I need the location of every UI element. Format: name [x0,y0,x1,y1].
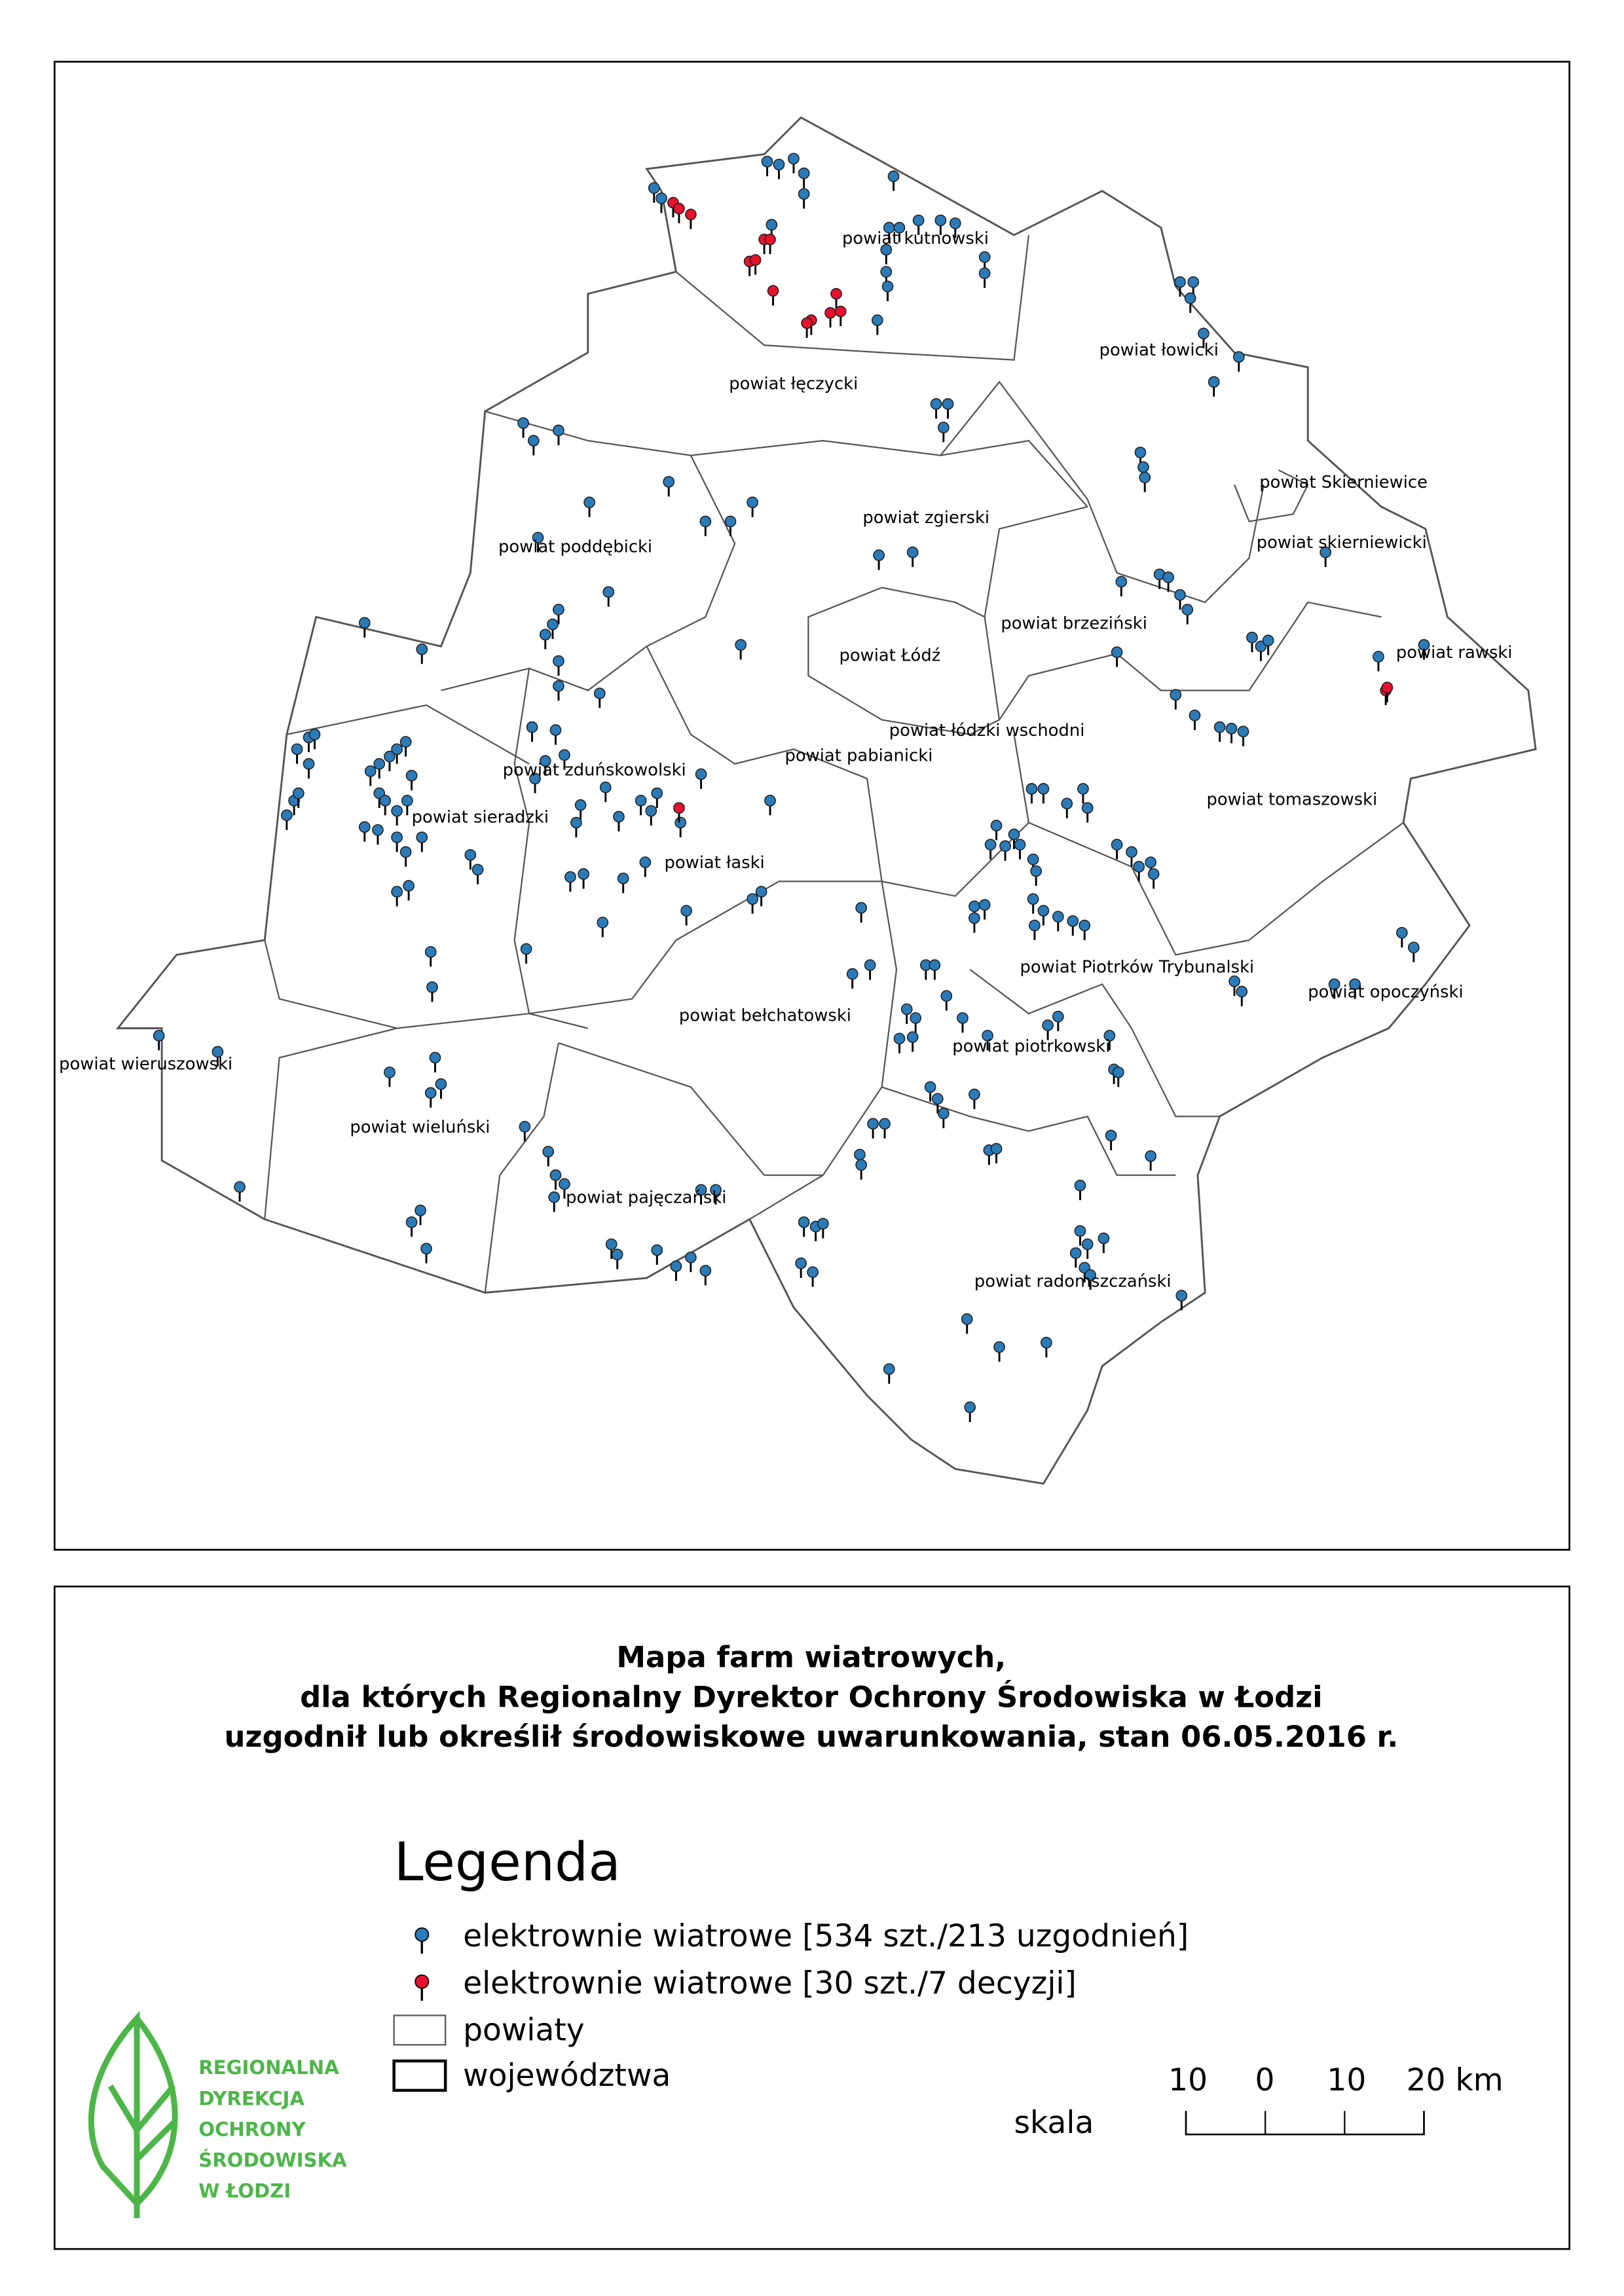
logo-text-3: OCHRONY [198,2118,306,2141]
label-opoczynski: powiat opoczyński [1308,982,1464,1002]
label-sieradzki: powiat sieradzki [411,807,549,828]
legend-label-approved: elektrownie wiatrowe [534 szt./213 uzgodnień] [463,1918,1189,1954]
thick-box-icon [394,2061,446,2090]
logo-text-4: ŚRODOWISKA [198,2149,347,2172]
logo-text-1: REGIONALNA [198,2056,339,2079]
label-lodz: powiat Łódź [839,646,941,666]
label-belchatowski: powiat bełchatowski [678,1006,851,1026]
legend-label-powiaty: powiaty [463,2012,585,2049]
label-pajeczanski: powiat pajęczański [566,1188,727,1208]
label-piotrkowski: powiat piotrkowski [952,1036,1111,1057]
label-skierniewice: powiat Skierniewice [1259,472,1428,492]
label-zdunskowolski: powiat zduńskowolski [502,760,686,780]
thin-box-icon [394,2015,446,2045]
label-lodzki-wschodni: powiat łódzki wschodni [889,721,1085,741]
label-laski: powiat łaski [664,853,765,873]
label-wielunski: powiat wieluński [350,1117,490,1137]
label-brzezinski: powiat brzeziński [1001,613,1147,634]
label-tomaszowski: powiat tomaszowski [1206,790,1378,810]
legend-label-wojewodztwa: województwa [463,2058,671,2094]
scale-tick-0: 0 [1255,2062,1275,2098]
map-title-line-2: dla których Regionalny Dyrektor Ochrony Środowiska w Łodzi [300,1679,1323,1715]
map-title-line-1: Mapa farm wiatrowych, [616,1639,1006,1675]
label-skierniewicki: powiat skierniewicki [1256,532,1427,553]
scale-label: skala [1014,2104,1094,2141]
scale-tick-10-left: 10 [1168,2062,1208,2098]
label-zgierski: powiat zgierski [862,507,990,528]
label-pabianicki: powiat pabianicki [784,746,933,766]
label-rawski: powiat rawski [1395,643,1513,663]
logo-text-5: W ŁODZI [198,2179,291,2202]
label-piotrkow: powiat Piotrków Trybunalski [1020,957,1255,977]
map-title-line-3: uzgodnił lub określił środowiskowe uwarunkowania, stan 06.05.2016 r. [224,1719,1399,1754]
label-lowicki: powiat łowicki [1099,340,1219,360]
label-kutnowski: powiat kutnowski [841,228,989,249]
label-poddebicki: powiat poddębicki [498,537,653,557]
logo-text-2: DYREKCJA [198,2087,304,2110]
legend-title: Legenda [394,1832,621,1894]
label-leczycki: powiat łęczycki [729,374,858,394]
label-radomszczanski: powiat radomszczański [974,1271,1172,1292]
legend-label-decisions: elektrownie wiatrowe [30 szt./7 decyzji] [463,1965,1077,2001]
label-wieruszowski: powiat wieruszowski [59,1054,233,1074]
scale-tick-20: 20 km [1406,2062,1504,2098]
scale-tick-10: 10 [1327,2062,1367,2098]
